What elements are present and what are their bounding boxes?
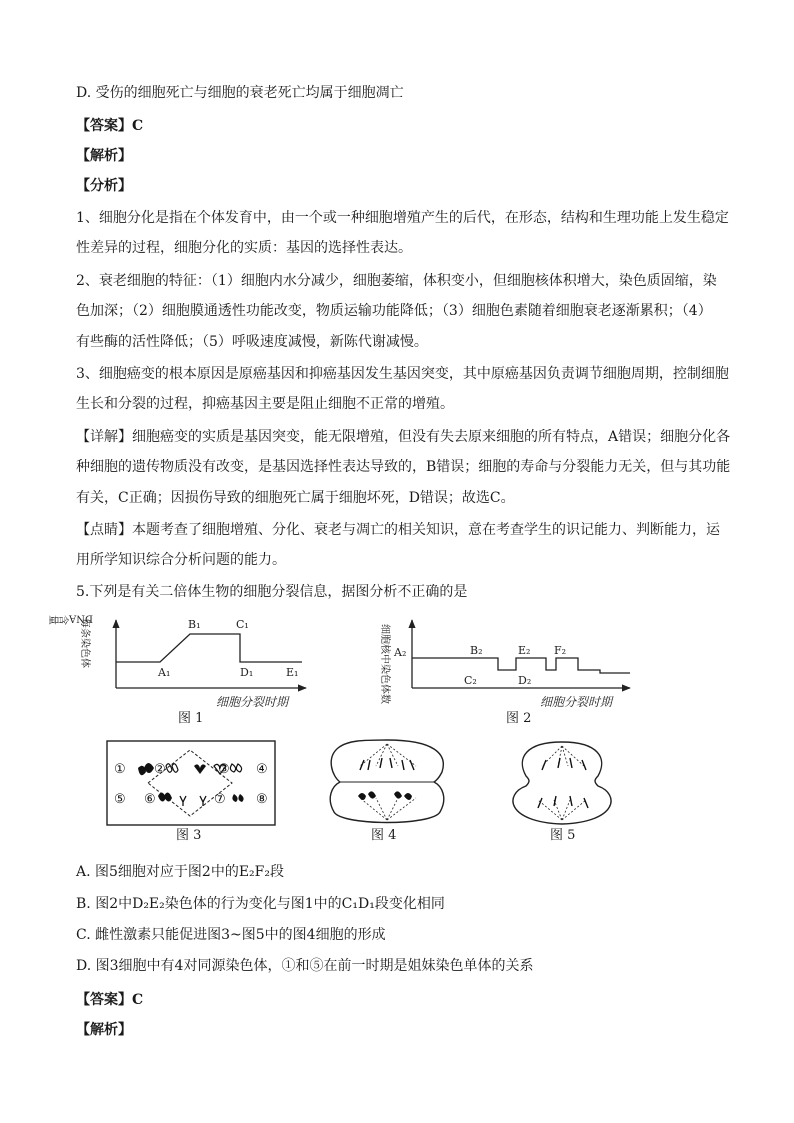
figure-5 (502, 738, 622, 828)
figure-4 (324, 736, 450, 828)
fig2-point-b: B₂ (470, 644, 483, 657)
fig1-ylabel (49, 613, 93, 669)
fig2-point-d: D₂ (518, 674, 532, 687)
fig3-num-8: ⑧ (256, 792, 268, 807)
fig1-point-a: A₁ (158, 666, 171, 679)
analysis-label: 【解析】 (76, 148, 132, 164)
fig3-num-6: ⑥ (144, 792, 156, 807)
paragraph-line: 1、细胞分化是指在个体发育中，由一个或一种细胞增殖产生的后代，在形态，结构和生理功能上发生稳定 (76, 210, 729, 226)
fenxi-label: 【分析】 (76, 178, 132, 194)
fig2-caption: 图 2 (506, 711, 532, 726)
paragraph-line: 2、衰老细胞的特征：（1）细胞内水分减少，细胞萎缩，体积变小，但细胞核体积增大，染色质固缩，染 (76, 273, 717, 289)
option-a: A. 图5细胞对应于图2中的E₂F₂段 (76, 864, 284, 880)
paragraph-line: 种细胞的遗传物质没有改变，是基因选择性表达导致的，B错误；细胞的寿命与分裂能力无关，但与其功能 (76, 459, 731, 475)
fig3-num-2: ② (154, 762, 166, 777)
analysis-label-2: 【解析】 (76, 1022, 132, 1038)
fig5-caption: 图 5 (550, 828, 576, 843)
paragraph-line: 有些酶的活性降低；（5）呼吸速度减慢，新陈代谢减慢。 (76, 334, 428, 350)
fig3-num-7: ⑦ (214, 792, 226, 807)
fig3-num-3: ③ (218, 762, 230, 777)
paragraph-line: 用所学知识综合分析问题的能力。 (76, 552, 286, 568)
fig3-num-5: ⑤ (114, 792, 126, 807)
paragraph-line: 【点睛】本题考查了细胞增殖、分化、衰老与凋亡的相关知识，意在考查学生的识记能力、判断能力，运 (76, 522, 720, 538)
answer-label: 【答案】C (76, 118, 144, 134)
option-b: B. 图2中D₂E₂染色体的行为变化与图1中的C₁D₁段变化相同 (76, 896, 445, 912)
fig1-point-b: B₁ (188, 618, 201, 631)
fig1-point-d: D₁ (240, 666, 254, 679)
fig3-num-1: ① (114, 762, 126, 777)
option-d: D. 图3细胞中有4对同源染色体，①和⑤在前一时期是姐妹染色单体的关系 (76, 958, 534, 974)
fig1-point-e: E₁ (286, 666, 299, 679)
paragraph-line: 色加深；（2）细胞膜通透性功能改变，物质运输功能降低；（3）细胞色素随着细胞衰老逐渐累积；（4） (76, 303, 712, 319)
paragraph-line: 【详解】细胞癌变的实质是基因突变，能无限增殖，但没有失去原来细胞的所有特点，A错误；细胞分化各 (76, 429, 731, 445)
fig4-caption: 图 4 (371, 828, 397, 843)
paragraph-line: 有关，C正确；因损伤导致的细胞死亡属于细胞坏死，D错误；故选C。 (76, 490, 515, 506)
option-d-prev: D. 受伤的细胞死亡与细胞的衰老死亡均属于细胞凋亡 (76, 85, 404, 101)
paragraph-line: 3、细胞癌变的根本原因是原癌基因和抑癌基因发生基因突变，其中原癌基因负责调节细胞周期，控制细胞 (76, 366, 729, 382)
fig1-ylabel-col1: DNA含量 (49, 612, 93, 624)
question-stem: 5.下列是有关二倍体生物的细胞分裂信息，据图分析不正确的是 (76, 584, 468, 600)
figure-1 (49, 612, 312, 724)
paragraph-line: 生长和分裂的过程，抑癌基因主要是阻止细胞不正常的增殖。 (76, 396, 454, 412)
option-c: C. 雌性激素只能促进图3~图5中的图4细胞的形成 (76, 927, 386, 943)
figure-2 (378, 616, 634, 724)
fig2-point-e: E₂ (518, 644, 531, 657)
fig2-point-f: F₂ (554, 644, 567, 657)
fig2-ylabel: 细胞核中染色体数 (379, 624, 390, 704)
fig1-point-c: C₁ (236, 618, 249, 631)
figure-3 (106, 740, 276, 826)
fig3-caption: 图 3 (176, 828, 202, 843)
fig1-ylabel-col2: 每条染色体 (79, 618, 90, 668)
fig1-caption: 图 1 (178, 711, 204, 726)
fig1-xlabel: 细胞分裂时期 (216, 695, 289, 709)
fig2-point-a: A₂ (394, 646, 407, 659)
fig2-point-c: C₂ (464, 674, 477, 687)
fig2-xlabel: 细胞分裂时期 (540, 695, 613, 709)
paragraph-line: 性差异的过程，细胞分化的实质：基因的选择性表达。 (76, 240, 412, 256)
answer-label-2: 【答案】C (76, 992, 144, 1008)
fig3-num-4: ④ (256, 762, 268, 777)
